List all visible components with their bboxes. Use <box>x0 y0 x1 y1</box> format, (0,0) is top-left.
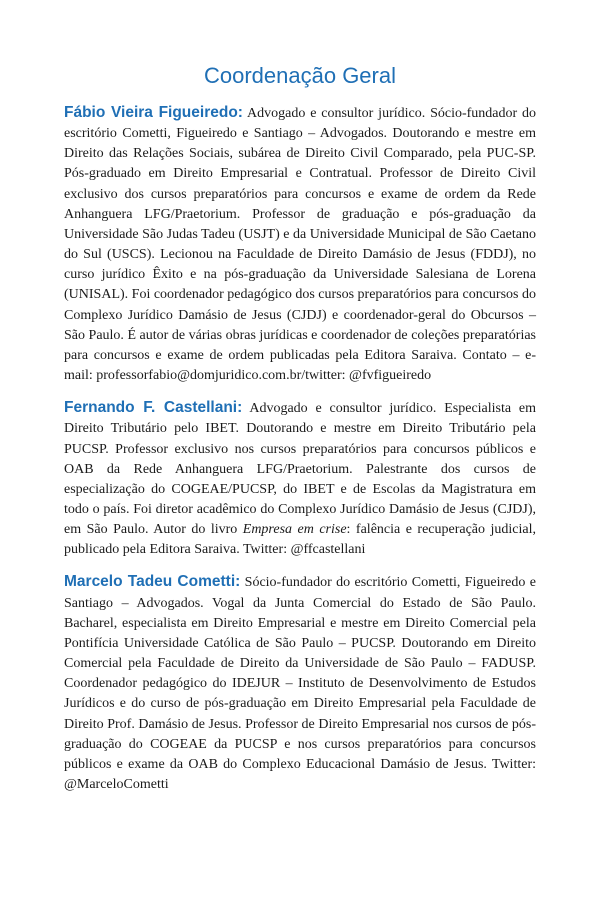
bio-name: Marcelo Tadeu Cometti: <box>64 573 241 591</box>
page <box>64 0 536 795</box>
bio-text: Sócio-fundador do escritório Cometti, Figueiredo e Santiago – Advogados. Vogal da Junta Comercial do Estado de São Paulo. Bacharel, especialista em Direito Empresarial e mestre em Direito Comercial pela Pontifícia Universidade Católica de São Paulo – PUCSP. Doutorando em Direito Comercial pela Faculdade de Direito da Universidade de São Paulo – FADUSP. Coordenador pedagógico do IDEJUR – Instituto de Desenvolvimento de Estudos Jurídicos e do curso de pós-graduação em Direito Empresarial pela Faculdade de Direito Prof. Damásio de Jesus. Professor de Direito Empresarial nos cursos de pós-graduação do COGEAE da PUCSP e nos cursos preparatórios para concursos públicos e exame da OAB do Complexo Educacional Damásio de Jesus. Twitter: @MarceloCometti <box>64 575 536 792</box>
page-title: Coordenação Geral <box>203 63 396 88</box>
bio-marcelo-cometti <box>64 572 536 795</box>
bio-fabio-figueiredo <box>64 103 536 386</box>
bio-text: Advogado e consultor jurídico. Especialista em Direito Tributário pelo IBET. Doutorando e mestre em Direito Tributário pela PUCSP. Professor exclusivo nos cursos preparatórios para concursos públicos e OAB da Rede Anhanguera LFG/Praetorium. Palestrante dos cursos de especialização do COGEAE/PUCSP, do IBET e de Escolas da Magistratura em todo o país. Foi diretor acadêmico do Complexo Jurídico Damásio de Jesus (CJDJ), em São Paulo. Autor do livro <box>64 401 537 538</box>
bio-fernando-castellani <box>64 398 536 560</box>
bio-name: Fernando F. Castellani: <box>64 399 243 417</box>
bio-text: Advogado e consultor jurídico. Sócio-fundador do escritório Cometti, Figueiredo e Santiago – Advogados. Doutorando e mestre em Direito das Relações Sociais, subárea de Direito Civil Comparado, pela PUC-SP. Pós-graduado em Direito Empresarial e Contratual. Professor de Direito Civil exclusivo dos cursos preparatórios para concursos e exame de ordem da Rede Anhanguera LFG/Praetorium. Professor de graduação e pós-graduação da Universidade São Judas Tadeu (USJT) e da Universidade Municipal de São Caetano do Sul (USCS). Lecionou na Faculdade de Direito Damásio de Jesus (FDDJ), no curso jurídico Êxito e na pós-graduação da Universidade Salesiana de Lorena (UNISAL). Foi coordenador pedagógico dos cursos preparatórios para concursos do Complexo Jurídico Damásio de Jesus (CJDJ) e coordenador-geral do Obcursos – São Paulo. É autor de várias obras jurídicas e coordenador de coleções preparatórias para concursos e exame de ordem publicadas pela Editora Saraiva. Contato – e-mail: professorfabio@domjuridico.com.br/twitter: @fvfigueiredo <box>64 106 536 384</box>
book-title: Empresa em crise <box>242 522 347 538</box>
bio-text-continued: : falência e recuperação judicial, publicado pela Editora Saraiva. Twitter: @ffcastellani <box>64 522 536 558</box>
bio-name: Fábio Vieira Figueiredo: <box>64 104 243 121</box>
